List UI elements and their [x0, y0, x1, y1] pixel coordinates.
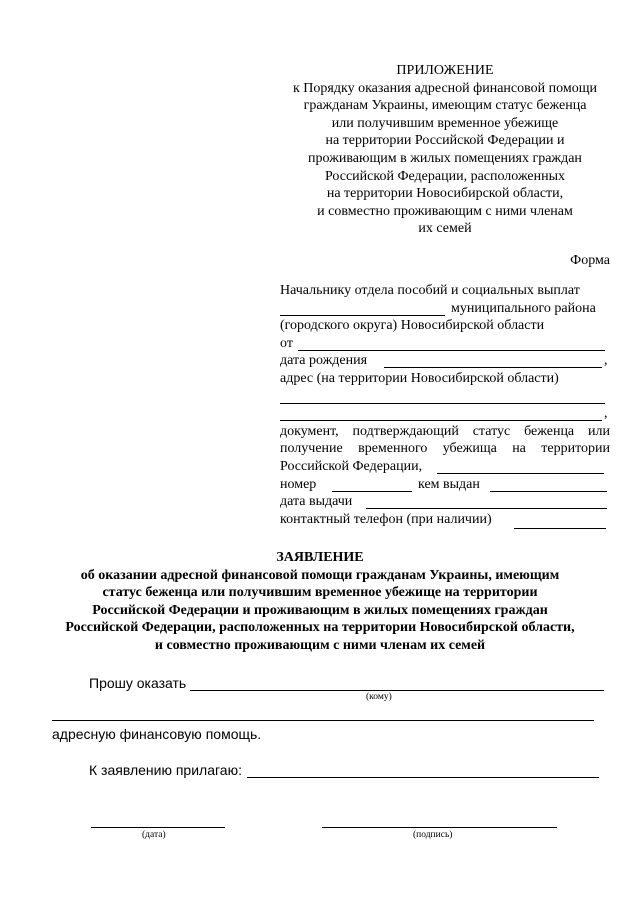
signature-blank[interactable]: [322, 813, 557, 828]
attachments-blank[interactable]: [247, 762, 599, 778]
issued-by-label: кем выдан: [418, 476, 480, 492]
recipient-blank[interactable]: [190, 675, 604, 691]
appendix-line: и совместно проживающим с ними членам: [317, 203, 573, 219]
number-blank[interactable]: [332, 476, 412, 492]
issue-date-label: дата выдачи: [280, 494, 353, 510]
document-line-1: документ, подтверждающий статус беженца или: [280, 423, 610, 439]
appendix-line: их семей: [418, 221, 472, 237]
addressee-line-3: (городского округа) Новосибирской области: [280, 318, 545, 334]
document-row-3: [280, 458, 610, 476]
appendix-line: или получившим временное убежище: [331, 115, 559, 131]
appendix-line: на территории Российской Федерации и: [325, 133, 565, 149]
issue-date-blank[interactable]: [366, 493, 607, 509]
appendix-line: проживающим в жилых помещениях граждан: [308, 150, 582, 166]
address-blank[interactable]: [280, 405, 602, 421]
addressee-block: [280, 282, 610, 528]
birth-date-label: дата рождения: [280, 353, 368, 369]
comma: ,: [604, 353, 608, 369]
phone-blank[interactable]: [514, 511, 606, 529]
document-blank[interactable]: [437, 458, 604, 474]
date-blank[interactable]: [91, 813, 225, 828]
comma: ,: [604, 406, 608, 422]
issue-date-row: [280, 493, 610, 511]
number-label: номер: [280, 476, 317, 492]
to-whom-hint: (кому): [366, 692, 392, 702]
signature-hint: (подпись): [413, 830, 453, 840]
address-row-1: [280, 388, 610, 406]
from-row: [280, 335, 610, 353]
statement-subtitle: и совместно проживающим с ними членам их семей: [154, 637, 486, 653]
statement-subtitle: статус беженца или получившим временное убежище на территории: [102, 585, 538, 601]
statement-title-block: [0, 549, 640, 655]
birth-date-blank[interactable]: [384, 352, 602, 368]
statement-subtitle: Российской Федерации, расположенных на территории Новосибирской области,: [65, 620, 575, 636]
addressee-line-1: Начальнику отдела пособий и социальных выплат: [280, 283, 580, 298]
form-label: Форма: [570, 253, 610, 268]
date-hint: (дата): [142, 830, 166, 840]
phone-label: контактный телефон (при наличии): [280, 511, 492, 527]
number-row: [280, 476, 610, 494]
statement-subtitle: об оказании адресной финансовой помощи гражданам Украины, имеющим: [80, 567, 560, 583]
birth-date-row: [280, 352, 610, 370]
district-blank[interactable]: [280, 300, 445, 316]
appendix-heading: ПРИЛОЖЕНИЕ: [396, 63, 494, 78]
phone-row: [280, 511, 610, 529]
appendix-block: [270, 62, 620, 238]
document-line-3: Российской Федерации,: [280, 458, 423, 474]
appendix-line: на территории Новосибирской области,: [326, 186, 564, 202]
from-label: от: [280, 335, 293, 351]
statement-title: ЗАЯВЛЕНИЕ: [276, 550, 364, 565]
request-label: Прошу оказать: [89, 675, 187, 691]
address-label: адрес (на территории Новосибирской области): [280, 370, 559, 386]
appendix-line: к Порядку оказания адресной финансовой помощи: [293, 80, 597, 96]
appendix-line: Российской Федерации, расположенных: [324, 168, 566, 184]
district-row: [280, 300, 610, 318]
statement-subtitle: Российской Федерации и проживающим в жилых помещениях граждан: [92, 602, 548, 618]
appendix-line: гражданам Украины, имеющим статус беженца: [303, 98, 587, 114]
district-label: муниципального района: [451, 300, 596, 316]
recipient-continuation-blank[interactable]: [52, 705, 594, 721]
document-line-2: получение временного убежища на территории: [280, 441, 610, 457]
address-row-2: [280, 405, 610, 423]
from-blank[interactable]: [298, 335, 605, 351]
assistance-text: адресную финансовую помощь.: [52, 726, 262, 742]
address-blank[interactable]: [280, 388, 605, 404]
issued-by-blank[interactable]: [490, 476, 607, 492]
attach-label: К заявлению прилагаю:: [89, 762, 242, 778]
